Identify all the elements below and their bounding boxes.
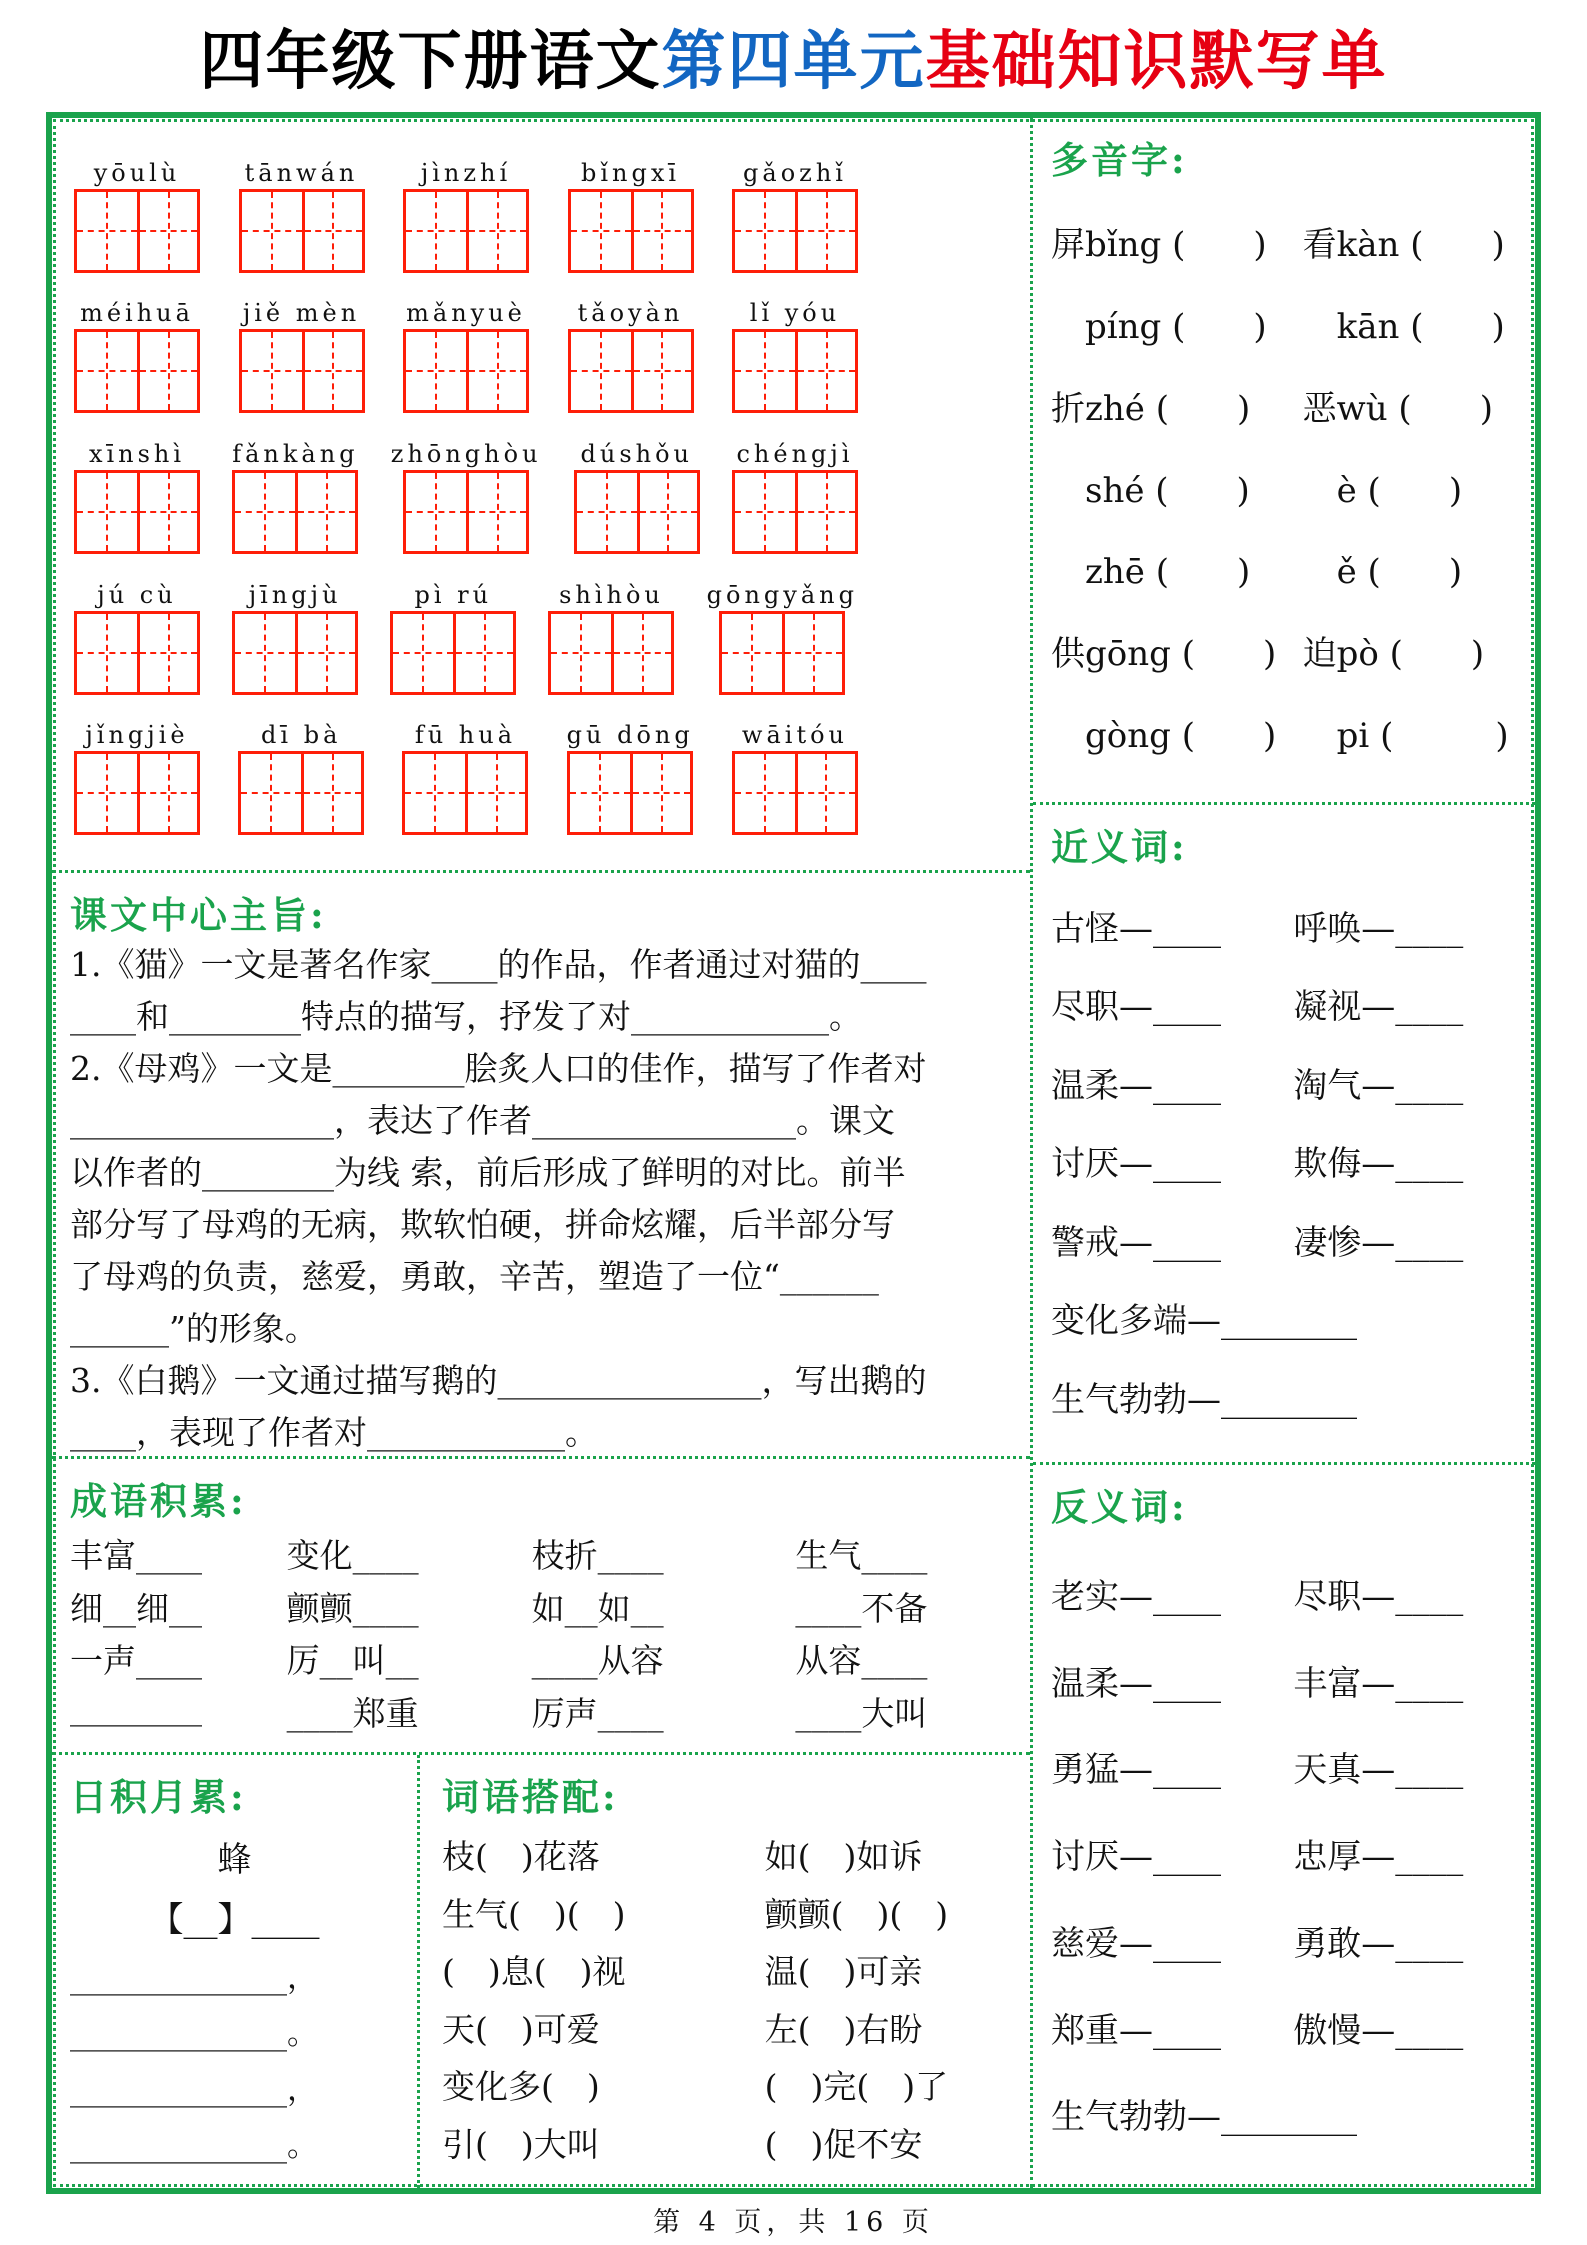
polyphonic-row xyxy=(1051,626,1517,675)
collocation-row xyxy=(442,2004,1008,2051)
idiom-row xyxy=(70,1688,1012,1735)
writing-grid-cell[interactable] xyxy=(77,473,137,551)
polyphonic-row xyxy=(1051,708,1517,757)
synonym-long-blank: 生气勃勃—________ xyxy=(1051,1379,1357,1420)
collocation-blank: 引( )大叫 xyxy=(442,2124,600,2164)
writing-grid[interactable] xyxy=(232,611,358,695)
writing-grid-cell[interactable] xyxy=(77,192,137,270)
writing-grid-cell[interactable] xyxy=(406,473,466,551)
writing-grid[interactable] xyxy=(732,751,858,835)
pinyin-label: dī bà xyxy=(261,721,342,750)
polyphonic-left-blank: 屏bǐng ( ) xyxy=(1051,224,1267,265)
pinyin-row xyxy=(74,293,1008,413)
pinyin-label: lǐ yóu xyxy=(749,299,841,328)
pinyin-label: fū huà xyxy=(414,721,517,750)
pinyin-label: jìnzhí xyxy=(420,158,512,187)
fill-in-text-line: 部分写了母鸡的无病，欺软怕硬，拼命炫耀，后半部分写 xyxy=(70,1205,895,1244)
writing-grid[interactable] xyxy=(239,189,365,273)
idiom-blank: 丰富____ xyxy=(70,1536,202,1576)
synonym-pair-row xyxy=(1051,1058,1517,1107)
idiom-blank: 厉声____ xyxy=(531,1693,664,1733)
pinyin-word-block xyxy=(568,153,694,273)
idiom-blank: 枝折____ xyxy=(531,1536,664,1576)
dapei-body xyxy=(442,1821,1008,2176)
section-title-dapei: 词语搭配: xyxy=(442,1775,619,1819)
idiom-blank: 变化____ xyxy=(286,1536,419,1576)
section-idiom-accumulation xyxy=(52,1456,1030,1752)
collocation-blank: 天( )可爱 xyxy=(442,2009,600,2049)
writing-grid-cell[interactable] xyxy=(735,332,795,410)
pinyin-label: gū dōng xyxy=(566,721,694,750)
riji-body xyxy=(70,1821,399,2176)
writing-grid[interactable] xyxy=(74,329,200,413)
polyphonic-left-blank: zhē ( ) xyxy=(1051,552,1251,593)
pinyin-label: mǎnyuè xyxy=(406,299,526,328)
fill-in-text-line: 3.《白鹅》一文通过描写鹅的________________，写出鹅的 xyxy=(70,1361,927,1400)
synonym-blank: 温柔—____ xyxy=(1051,1065,1221,1106)
writing-grid-cell[interactable] xyxy=(295,614,355,692)
pinyin-label: jīngjù xyxy=(248,580,342,609)
section-title-duoyinzi: 多音字: xyxy=(1051,138,1188,182)
writing-grid-cell[interactable] xyxy=(137,754,197,832)
pinyin-word-block xyxy=(568,293,694,413)
collocation-blank: ( )完( )了 xyxy=(764,2067,949,2107)
polyphonic-row xyxy=(1051,299,1517,348)
pinyin-label: jú cù xyxy=(97,580,177,609)
pinyin-word-block xyxy=(74,153,200,273)
antonym-blank: 勇猛—____ xyxy=(1051,1750,1221,1791)
duoyinzi-body xyxy=(1051,184,1517,790)
pinyin-word-block xyxy=(391,434,542,554)
section-text-main-idea xyxy=(52,870,1030,1456)
fill-in-text-line: 以作者的________为线 索，前后形成了鲜明的对比。前半 xyxy=(70,1153,906,1192)
poem-blank-line: ______________。 xyxy=(70,2128,318,2164)
antonym-pair-row xyxy=(1051,1829,1517,1878)
pinyin-label: tānwán xyxy=(244,158,359,187)
idiom-blank: ________ xyxy=(70,1687,202,1727)
pinyin-label: chéngjì xyxy=(736,439,854,468)
section-polyphonic-characters xyxy=(1033,118,1535,802)
writing-grid[interactable] xyxy=(574,470,700,554)
jinyici-body xyxy=(1051,871,1517,1450)
idiom-blank: 从容____ xyxy=(795,1641,928,1681)
pinyin-word-block xyxy=(732,153,858,273)
title-unit-part: 第四单元 xyxy=(661,24,926,99)
poem-author-blank: 【__】____ xyxy=(149,1900,320,1940)
writing-grid[interactable] xyxy=(402,751,528,835)
writing-grid[interactable] xyxy=(74,751,200,835)
writing-grid[interactable] xyxy=(719,611,845,695)
writing-grid-cell[interactable] xyxy=(571,332,631,410)
section-antonyms xyxy=(1033,1462,1535,2188)
fill-in-text-line: ________________，表达了作者________________。课文 xyxy=(70,1101,895,1140)
synonym-blank: 讨厌—____ xyxy=(1051,1144,1221,1184)
writing-grid-cell[interactable] xyxy=(137,473,197,551)
collocation-blank: ( )促不安 xyxy=(764,2124,923,2164)
writing-grid[interactable] xyxy=(403,470,529,554)
idiom-blank: 生气____ xyxy=(795,1536,928,1576)
writing-grid[interactable] xyxy=(548,611,674,695)
synonym-pair-row xyxy=(1051,1136,1517,1185)
writing-grid-cell[interactable] xyxy=(571,192,631,270)
collocation-blank: 左( )右盼 xyxy=(764,2009,923,2049)
antonym-blank: 勇敢—____ xyxy=(1293,1923,1464,1964)
pinyin-label: méihuā xyxy=(80,299,194,328)
writing-grid-cell[interactable] xyxy=(137,332,197,410)
fanyici-body xyxy=(1051,1531,1517,2176)
collocation-row xyxy=(442,1946,1008,1993)
pinyin-word-block xyxy=(402,715,528,835)
page-footer: 第 4 页，共 16 页 xyxy=(653,2206,934,2238)
writing-grid[interactable] xyxy=(732,189,858,273)
poem-title: 蜂 xyxy=(217,1840,252,1880)
idiom-blank: ____郑重 xyxy=(286,1693,419,1733)
polyphonic-right-blank: pi ( ) xyxy=(1302,716,1509,757)
writing-grid-cell[interactable] xyxy=(406,192,466,270)
section-daily-accumulation xyxy=(52,1755,420,2188)
antonym-long-blank: 生气勃勃—________ xyxy=(1051,2097,1357,2138)
writing-grid-cell[interactable] xyxy=(631,332,691,410)
pinyin-word-block xyxy=(232,575,358,695)
collocation-row xyxy=(442,2061,1008,2108)
polyphonic-right-blank: è ( ) xyxy=(1302,470,1463,511)
writing-grid[interactable] xyxy=(568,329,694,413)
pinyin-label: tǎoyàn xyxy=(577,299,684,328)
pinyin-label: zhōnghòu xyxy=(390,439,542,468)
idiom-blank: 细__细__ xyxy=(70,1588,202,1628)
pinyin-label: yōulù xyxy=(93,158,181,187)
writing-grid-cell[interactable] xyxy=(77,614,137,692)
antonym-blank: 丰富—____ xyxy=(1293,1663,1464,1704)
writing-grid-cell[interactable] xyxy=(611,614,671,692)
fill-in-text-line: ____，表现了作者对____________。 xyxy=(70,1413,598,1452)
pinyin-word-block xyxy=(403,293,529,413)
writing-grid-cell[interactable] xyxy=(393,614,453,692)
title-grade-part: 四年级下册语文 xyxy=(199,24,662,99)
polyphonic-right-blank: 迫pò ( ) xyxy=(1302,634,1485,675)
poem-blank-line: ______________， xyxy=(70,1960,318,1996)
fill-in-text-line: ____和________特点的描写，抒发了对____________。 xyxy=(70,997,862,1036)
pinyin-word-block xyxy=(74,293,200,413)
pinyin-word-block xyxy=(238,715,364,835)
antonym-blank: 慈爱—____ xyxy=(1051,1923,1221,1964)
polyphonic-row xyxy=(1051,463,1517,512)
writing-grid[interactable] xyxy=(390,611,516,695)
bottom-row xyxy=(52,1752,1030,2188)
polyphonic-left-blank: shé ( ) xyxy=(1051,470,1250,511)
writing-grid-cell[interactable] xyxy=(735,473,795,551)
page-title xyxy=(0,0,1587,112)
collocation-blank: 枝( )花落 xyxy=(442,1837,600,1877)
writing-grid[interactable] xyxy=(403,189,529,273)
pinyin-label: pì rú xyxy=(414,580,493,609)
section-word-collocation xyxy=(420,1755,1030,2188)
collocation-row xyxy=(442,2119,1008,2166)
writing-grid-cell[interactable] xyxy=(735,754,795,832)
antonym-pair-row xyxy=(1051,2003,1517,2052)
pinyin-word-block xyxy=(74,434,200,554)
idiom-blank: 颤颤____ xyxy=(286,1588,419,1628)
writing-grid[interactable] xyxy=(567,751,693,835)
antonym-blank: 郑重—____ xyxy=(1051,2010,1221,2051)
idiom-blank: 如__如__ xyxy=(531,1588,664,1628)
writing-grid-cell[interactable] xyxy=(242,192,302,270)
writing-grid-cell[interactable] xyxy=(466,192,526,270)
writing-grid-cell[interactable] xyxy=(466,332,526,410)
collocation-blank: 温( )可亲 xyxy=(764,1952,923,1992)
idiom-blank: ____不备 xyxy=(795,1588,928,1628)
writing-grid-cell[interactable] xyxy=(137,192,197,270)
right-column xyxy=(1030,118,1535,2188)
polyphonic-right-blank: 看kàn ( ) xyxy=(1302,224,1505,265)
idiom-blank: ____大叫 xyxy=(795,1693,928,1733)
pinyin-word-block xyxy=(574,434,700,554)
pinyin-row xyxy=(74,434,1008,554)
writing-grid-cell[interactable] xyxy=(235,614,295,692)
writing-grid-cell[interactable] xyxy=(631,192,691,270)
pinyin-word-block xyxy=(390,575,516,695)
writing-grid-cell[interactable] xyxy=(302,332,362,410)
collocation-blank: 如( )如诉 xyxy=(764,1837,923,1877)
writing-grid-cell[interactable] xyxy=(241,754,301,832)
writing-grid-cell[interactable] xyxy=(570,754,630,832)
writing-grid-cell[interactable] xyxy=(795,332,855,410)
writing-grid[interactable] xyxy=(568,189,694,273)
left-column xyxy=(52,118,1030,2188)
pinyin-label: fǎnkàng xyxy=(232,439,359,468)
synonym-pair-row xyxy=(1051,901,1517,950)
pinyin-word-block xyxy=(74,575,200,695)
synonym-blank: 呼唤—____ xyxy=(1293,908,1464,949)
writing-grid-cell[interactable] xyxy=(405,754,465,832)
antonym-blank: 天真—____ xyxy=(1293,1750,1464,1791)
synonym-blank: 凄惨—____ xyxy=(1293,1222,1464,1263)
writing-grid-cell[interactable] xyxy=(465,754,525,832)
writing-grid-cell[interactable] xyxy=(77,332,137,410)
antonym-pair-row xyxy=(1051,1742,1517,1791)
antonym-blank: 尽职—____ xyxy=(1293,1576,1464,1617)
title-subject-part: 基础知识默写单 xyxy=(925,24,1388,99)
writing-grid[interactable] xyxy=(238,751,364,835)
writing-grid-cell[interactable] xyxy=(630,754,690,832)
fill-in-text-line: ______”的形象。 xyxy=(70,1309,318,1348)
synonym-blank: 古怪—____ xyxy=(1051,908,1221,949)
fill-in-text-line: 2.《母鸡》一文是________脍炙人口的佳作，描写了作者对 xyxy=(70,1049,927,1088)
kewen-lines xyxy=(70,939,1012,1459)
writing-grid-cell[interactable] xyxy=(302,192,362,270)
writing-grid-cell[interactable] xyxy=(406,332,466,410)
synonym-blank: 警戒—____ xyxy=(1051,1222,1221,1263)
writing-grid-cell[interactable] xyxy=(235,473,295,551)
synonym-blank: 凝视—____ xyxy=(1293,987,1464,1027)
writing-grid-cell[interactable] xyxy=(242,332,302,410)
polyphonic-row xyxy=(1051,217,1517,266)
section-title-riji: 日积月累: xyxy=(70,1775,247,1819)
writing-grid-cell[interactable] xyxy=(295,473,355,551)
pinyin-label: jiě mèn xyxy=(242,299,361,328)
antonym-pair-row xyxy=(1051,1656,1517,1705)
antonym-pair-row xyxy=(1051,1916,1517,1965)
section-synonyms xyxy=(1033,802,1535,1462)
writing-grid-cell[interactable] xyxy=(453,614,513,692)
collocation-blank: 生气( )( ) xyxy=(442,1894,626,1934)
worksheet-frame xyxy=(46,112,1541,2194)
synonym-blank: 尽职—____ xyxy=(1051,987,1221,1027)
pinyin-word-block xyxy=(732,715,858,835)
writing-grid[interactable] xyxy=(732,329,858,413)
collocation-row xyxy=(442,1831,1008,1878)
writing-grid-cell[interactable] xyxy=(795,754,855,832)
writing-grid-cell[interactable] xyxy=(551,614,611,692)
writing-grid[interactable] xyxy=(74,470,200,554)
writing-grid-cell[interactable] xyxy=(637,473,697,551)
antonym-blank: 傲慢—____ xyxy=(1293,2010,1464,2051)
collocation-blank: ( )息( )视 xyxy=(442,1952,626,1992)
fill-in-text-line: 了母鸡的负责，慈爱，勇敢，辛苦，塑造了一位“______ xyxy=(70,1257,879,1296)
collocation-row xyxy=(442,1889,1008,1936)
writing-grid[interactable] xyxy=(732,470,858,554)
synonym-pair-row xyxy=(1051,1215,1517,1264)
idiom-row xyxy=(70,1530,1012,1577)
idiom-rows xyxy=(70,1525,1012,1740)
writing-grid[interactable] xyxy=(239,329,365,413)
idiom-blank: 一声____ xyxy=(70,1641,202,1681)
section-title-kewen: 课文中心主旨: xyxy=(70,893,327,937)
polyphonic-left-blank: gòng ( ) xyxy=(1051,716,1277,757)
writing-grid[interactable] xyxy=(74,611,200,695)
writing-grid-cell[interactable] xyxy=(77,754,137,832)
pinyin-word-block xyxy=(732,434,858,554)
polyphonic-left-blank: píng ( ) xyxy=(1051,306,1267,347)
pinyin-label: gǎozhǐ xyxy=(743,158,847,187)
writing-grid-cell[interactable] xyxy=(577,473,637,551)
collocation-blank: 颤颤( )( ) xyxy=(764,1894,949,1934)
writing-grid-cell[interactable] xyxy=(782,614,842,692)
section-title-jinyici: 近义词: xyxy=(1051,825,1188,869)
polyphonic-right-blank: 恶wù ( ) xyxy=(1302,388,1493,429)
writing-grid-cell[interactable] xyxy=(137,614,197,692)
pinyin-row xyxy=(74,715,1008,835)
polyphonic-left-blank: 供gōng ( ) xyxy=(1051,634,1277,675)
writing-grid-cell[interactable] xyxy=(722,614,782,692)
pinyin-label: bǐngxī xyxy=(580,158,681,187)
antonym-blank: 忠厚—____ xyxy=(1293,1837,1464,1877)
pinyin-label: gōngyǎng xyxy=(706,580,858,609)
collocation-blank: 变化多( ) xyxy=(442,2067,600,2107)
idiom-blank: ____从容 xyxy=(531,1641,664,1681)
synonym-pair-row xyxy=(1051,979,1517,1028)
idiom-row xyxy=(70,1635,1012,1682)
pinyin-word-block xyxy=(239,153,365,273)
polyphonic-right-blank: kān ( ) xyxy=(1302,306,1505,347)
pinyin-label: wāitóu xyxy=(741,721,848,750)
polyphonic-left-blank: 折zhé ( ) xyxy=(1051,388,1251,429)
polyphonic-row xyxy=(1051,381,1517,430)
writing-grid-cell[interactable] xyxy=(795,473,855,551)
writing-grid[interactable] xyxy=(74,189,200,273)
section-pinyin-dictation xyxy=(52,118,1030,870)
pinyin-label: xīnshì xyxy=(88,439,186,468)
pinyin-word-block xyxy=(732,293,858,413)
idiom-row xyxy=(70,1583,1012,1630)
pinyin-word-block xyxy=(567,715,694,835)
writing-grid[interactable] xyxy=(403,329,529,413)
section-title-fanyici: 反义词: xyxy=(1051,1485,1188,1529)
idiom-blank: 厉__叫__ xyxy=(286,1641,419,1681)
writing-grid-cell[interactable] xyxy=(301,754,361,832)
polyphonic-right-blank: ě ( ) xyxy=(1302,552,1463,593)
pinyin-word-block xyxy=(232,434,358,554)
antonym-blank: 老实—____ xyxy=(1051,1576,1221,1617)
pinyin-label: jǐngjiè xyxy=(85,721,189,750)
pinyin-label: shìhòu xyxy=(559,580,664,609)
polyphonic-row xyxy=(1051,544,1517,593)
writing-grid-cell[interactable] xyxy=(795,192,855,270)
fill-in-text-line: 1.《猫》一文是著名作家____的作品，作者通过对猫的____ xyxy=(70,945,927,984)
synonym-long-blank: 变化多端—________ xyxy=(1051,1301,1357,1341)
poem-blank-line: ______________， xyxy=(70,2072,318,2108)
pinyin-word-block xyxy=(548,575,674,695)
section-title-chengyu: 成语积累: xyxy=(70,1479,247,1523)
antonym-blank: 讨厌—____ xyxy=(1051,1837,1221,1877)
antonym-blank: 温柔—____ xyxy=(1051,1663,1221,1704)
pinyin-word-block xyxy=(74,715,200,835)
writing-grid-cell[interactable] xyxy=(735,192,795,270)
synonym-blank: 欺侮—____ xyxy=(1293,1144,1464,1184)
pinyin-label: dúshǒu xyxy=(580,439,694,468)
writing-grid[interactable] xyxy=(232,470,358,554)
pinyin-word-block xyxy=(707,575,858,695)
poem-blank-line: ______________。 xyxy=(70,2016,318,2052)
writing-grid-cell[interactable] xyxy=(466,473,526,551)
pinyin-row xyxy=(74,153,1008,273)
pinyin-word-block xyxy=(403,153,529,273)
pinyin-row xyxy=(74,575,1008,695)
synonym-blank: 淘气—____ xyxy=(1293,1065,1464,1106)
antonym-pair-row xyxy=(1051,1569,1517,1618)
pinyin-word-block xyxy=(239,293,365,413)
